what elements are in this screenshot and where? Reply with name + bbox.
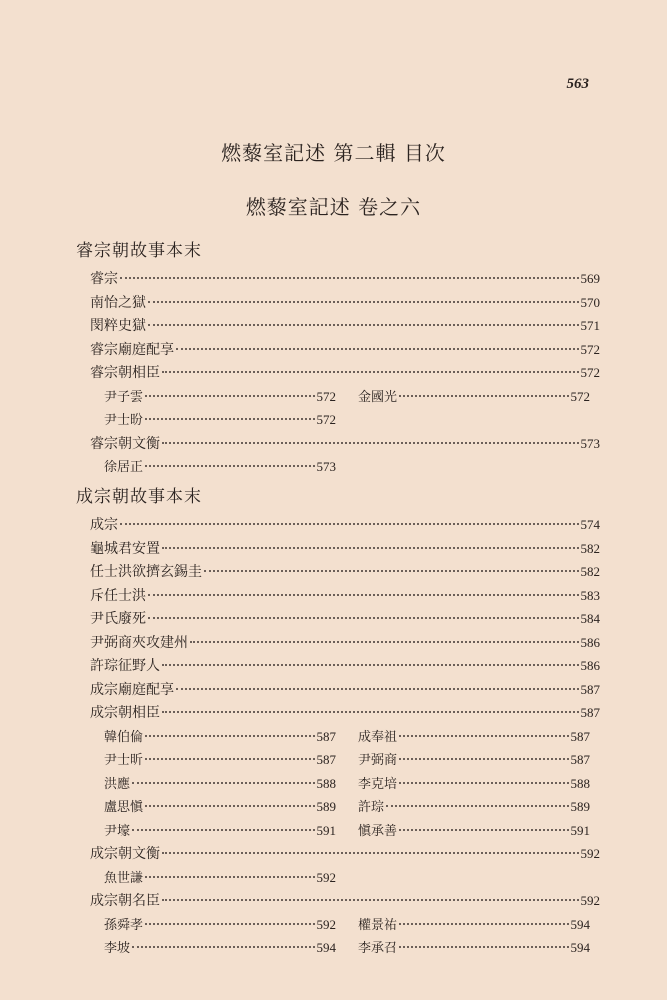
dot-leader	[204, 570, 579, 572]
toc-subentry	[358, 914, 590, 934]
dot-leader	[399, 735, 568, 737]
entry-page: 587	[580, 705, 600, 720]
entry-label: 李承召	[358, 941, 398, 956]
entry-page: 573	[316, 459, 336, 474]
entry-page: 588	[316, 775, 336, 791]
entry-label: 李坡	[104, 941, 131, 956]
toc-entry	[90, 339, 600, 359]
entry-page: 592	[580, 893, 600, 908]
entry-page: 582	[580, 540, 600, 556]
entry-label: 韓伯倫	[104, 729, 144, 745]
dot-leader	[399, 923, 568, 925]
dot-leader	[148, 617, 579, 619]
entry-page: 587	[580, 681, 600, 697]
entry-page: 573	[580, 435, 600, 451]
toc-entry	[90, 702, 600, 722]
entry-page: 591	[570, 822, 590, 838]
entry-page: 592	[316, 916, 336, 932]
entry-label: 尹士昕	[104, 753, 144, 768]
toc-entry	[90, 843, 600, 863]
dot-leader	[176, 688, 579, 690]
toc-subentry	[358, 386, 590, 406]
entry-label: 睿宗朝相臣	[90, 365, 160, 381]
entry-label: 成宗廟庭配享	[90, 681, 174, 698]
entry-label: 許琮征野人	[90, 658, 160, 674]
entry-page: 571	[580, 318, 600, 333]
dot-leader	[162, 442, 579, 444]
entry-page: 582	[580, 564, 600, 579]
dot-leader	[120, 277, 579, 279]
dot-leader	[399, 829, 568, 831]
dot-leader	[386, 805, 568, 807]
entry-page: 586	[580, 634, 600, 650]
dot-leader	[132, 782, 314, 784]
toc-subentry	[358, 796, 590, 816]
section-title: 成宗朝故事本末	[76, 487, 202, 507]
dot-leader	[145, 805, 314, 807]
toc-subentry	[104, 820, 336, 840]
toc-entry	[90, 538, 600, 558]
dot-leader	[162, 371, 579, 373]
toc-subentry	[104, 386, 336, 406]
toc-entry	[90, 362, 600, 382]
entry-page: 584	[580, 611, 600, 626]
dot-leader	[162, 664, 579, 666]
dot-leader	[145, 418, 314, 420]
entry-label: 魚世謙	[104, 870, 144, 886]
entry-page: 570	[580, 294, 600, 310]
toc-subentry	[104, 796, 336, 816]
toc-subentry	[104, 773, 336, 793]
toc-subentry	[358, 749, 590, 769]
entry-label: 南怡之獄	[90, 294, 146, 311]
entry-page: 569	[580, 271, 600, 286]
entry-label: 徐居正	[104, 460, 144, 475]
entry-page: 594	[570, 940, 590, 955]
entry-label: 金國光	[358, 389, 398, 405]
entry-page: 589	[316, 799, 336, 814]
entry-label: 成宗朝名臣	[90, 893, 160, 909]
page-number: 563	[566, 76, 589, 92]
dot-leader	[145, 923, 314, 925]
entry-page: 587	[316, 728, 336, 744]
toc-entry	[90, 292, 600, 312]
dot-leader	[162, 547, 579, 549]
entry-label: 盧思愼	[104, 800, 144, 815]
dot-leader	[145, 876, 314, 878]
entry-page: 572	[316, 412, 336, 427]
entry-label: 成宗	[90, 517, 118, 533]
entry-label: 尹弼商夾攻建州	[90, 634, 188, 651]
toc-entry	[90, 608, 600, 628]
toc-subentry	[358, 937, 590, 957]
toc-entry	[90, 679, 600, 699]
dot-leader	[176, 348, 579, 350]
entry-page: 589	[570, 799, 590, 814]
toc-entry	[90, 561, 600, 581]
entry-label: 睿宗	[90, 271, 118, 287]
entry-label: 成宗朝文衡	[90, 846, 160, 862]
entry-page: 586	[580, 658, 600, 673]
dot-leader	[162, 899, 579, 901]
dot-leader	[162, 711, 579, 713]
toc-subentry	[104, 749, 336, 769]
entry-page: 572	[570, 388, 590, 404]
section-title: 睿宗朝故事本末	[76, 241, 202, 261]
dot-leader	[145, 395, 314, 397]
entry-page: 594	[316, 940, 336, 955]
entry-label: 許琮	[358, 800, 385, 815]
dot-leader	[399, 782, 568, 784]
dot-leader	[399, 758, 568, 760]
book-title: 燃藜室記述 第二輯 目次	[221, 141, 446, 165]
toc-subentry	[104, 914, 336, 934]
toc-subentry	[358, 726, 590, 746]
dot-leader	[145, 758, 314, 760]
toc-entry	[90, 433, 600, 453]
toc-subentry	[358, 773, 590, 793]
toc-subentry	[358, 820, 590, 840]
dot-leader	[132, 829, 314, 831]
dot-leader	[190, 641, 579, 643]
entry-page: 594	[570, 916, 590, 932]
entry-page: 592	[316, 869, 336, 885]
dot-leader	[162, 852, 579, 854]
entry-label: 尹壕	[104, 823, 131, 839]
toc-subentry	[104, 867, 336, 887]
dot-leader	[399, 946, 568, 948]
entry-label: 閔粹史獄	[90, 318, 146, 334]
entry-label: 愼承善	[358, 823, 398, 839]
dot-leader	[145, 465, 314, 467]
dot-leader	[148, 301, 579, 303]
toc-subentry	[104, 726, 336, 746]
toc-entry	[90, 315, 600, 335]
dot-leader	[132, 946, 314, 948]
entry-page: 587	[570, 752, 590, 767]
entry-label: 任士洪欲擠玄錫圭	[90, 564, 202, 580]
toc-subentry	[104, 409, 336, 429]
entry-label: 尹士昐	[104, 413, 144, 428]
entry-label: 龜城君安置	[90, 540, 160, 557]
entry-label: 尹弼商	[358, 753, 398, 768]
dot-leader	[399, 395, 568, 397]
toc-entry	[90, 655, 600, 675]
entry-page: 572	[580, 341, 600, 357]
entry-page: 572	[580, 365, 600, 380]
volume-title: 燃藜室記述 卷之六	[245, 195, 422, 219]
toc-entry	[90, 890, 600, 910]
entry-label: 權景祐	[358, 917, 398, 933]
toc-entry	[90, 585, 600, 605]
entry-label: 尹氏廢死	[90, 611, 146, 627]
toc-entry	[90, 514, 600, 534]
entry-label: 孫舜孝	[104, 917, 144, 933]
entry-label: 成宗朝相臣	[90, 705, 160, 721]
dot-leader	[145, 735, 314, 737]
entry-label: 斥任士洪	[90, 587, 146, 604]
toc-subentry	[104, 937, 336, 957]
entry-label: 成奉祖	[358, 729, 398, 745]
toc-entry	[90, 632, 600, 652]
entry-page: 587	[570, 728, 590, 744]
entry-page: 587	[316, 752, 336, 767]
dot-leader	[148, 594, 579, 596]
entry-page: 591	[316, 822, 336, 838]
toc-entry	[90, 268, 600, 288]
dot-leader	[120, 523, 579, 525]
entry-page: 574	[580, 517, 600, 532]
dot-leader	[148, 324, 579, 326]
entry-label: 睿宗朝文衡	[90, 435, 160, 452]
entry-label: 洪應	[104, 776, 131, 792]
entry-label: 尹子雲	[104, 389, 144, 405]
entry-page: 583	[580, 587, 600, 603]
toc-subentry	[104, 456, 336, 476]
entry-label: 睿宗廟庭配享	[90, 341, 174, 358]
entry-page: 592	[580, 846, 600, 861]
entry-label: 李克培	[358, 776, 398, 792]
entry-page: 588	[570, 775, 590, 791]
entry-page: 572	[316, 388, 336, 404]
